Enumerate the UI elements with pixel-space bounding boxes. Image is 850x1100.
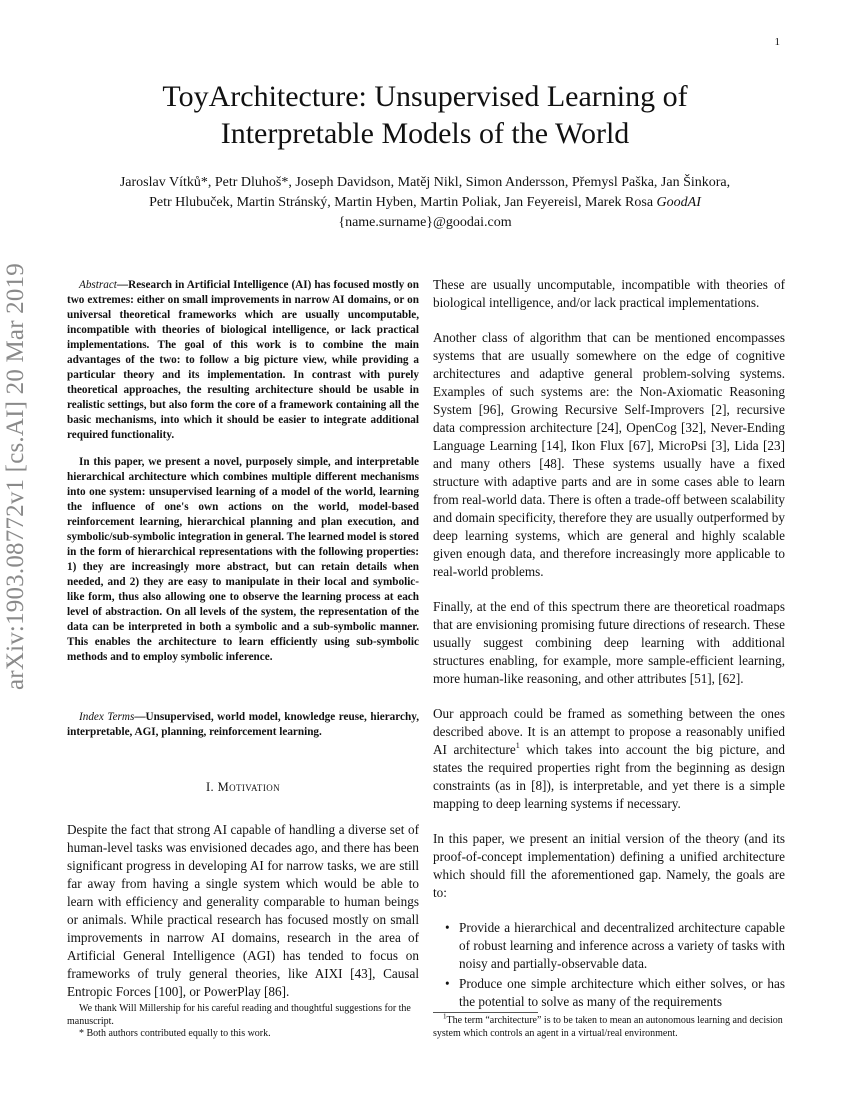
abstract-paragraph-2: In this paper, we present a novel, purposely simple, and interpretable hierarchical architecture which combines multiple different mechanisms into one system: unsupervised learning of a model of the world, learning the influence of one's own actions on the world, model-based reinforcement learning, hierarchical planning and plan execution, and symbolic/sub-symbolic integration in general. The learned model is stored in the form of hierarchical representations with the following properties: 1) they are increasingly more abstract, but can retain details when needed, and 2) they are easy to manipulate in their local and symbolic-like form, thus also allowing one to observe the learning process at each level of abstraction. On all levels of the system, the representation of the data can be interpreted in both a symbolic and a sub-symbolic manner. This enables the architecture to learn efficiently using sub-symbolic methods and to employ symbolic inference. bbox=[67, 456, 419, 663]
bullet-icon: • bbox=[445, 920, 450, 935]
abstract-text-1: —Research in Artificial Intelligence (AI) has focused mostly on two extremes: either on small improvements in narrow AI domains, or on universal theoretical frameworks which are usually uncomputable, incompatible with theories of biological intelligence, or lack practical implementations. The goal of this work is to combine the main advantages of the two: to follow a big picture view, while providing a particular theory and its implementation. In contrast with purely theoretical approaches, the resulting architecture should be usable in realistic settings, but also form the core of a framework containing all the basic mechanisms, into which it should be easier to integrate additional required functionality. bbox=[67, 279, 419, 441]
section-number: I. bbox=[205, 780, 215, 794]
footnote-equal-contribution bbox=[67, 1028, 419, 1041]
goal-text: Provide a hierarchical and decentralized architecture capable of robust learning and inference across a variety of tasks with noisy and partially-observable data. bbox=[459, 920, 785, 971]
goal-item bbox=[445, 975, 785, 1011]
index-terms-text: —Unsupervised, world model, knowledge reuse, hierarchy, interpretable, AGI, planning, reinforcement learning. bbox=[67, 711, 419, 738]
section-heading bbox=[67, 780, 419, 795]
author-email: {name.surname}@goodai.com bbox=[338, 215, 512, 230]
abstract-paragraph-1 bbox=[67, 278, 419, 443]
section-title: Motivation bbox=[217, 780, 281, 794]
arxiv-stamp: arXiv:1903.08772v1 [cs.AI] 20 Mar 2019 bbox=[2, 263, 29, 690]
authors-line-2-names: Petr Hlubuček, Martin Stránský, Martin Hyben, Martin Poliak, Jan Feyereisl, Marek Rosa bbox=[149, 195, 654, 210]
right-paragraph-3: Finally, at the end of this spectrum there are theoretical roadmaps that are envisioning promising future directions of research. These usually suggest combining deep learning with additional structures enabling, for example, more sample-efficient learning, more human-like reasoning, and other attributes [51], [62]. bbox=[433, 599, 785, 686]
footnote-marker-1: 1 bbox=[515, 741, 520, 750]
footnote-star-mark: * bbox=[79, 1028, 84, 1039]
page-number: 1 bbox=[774, 36, 780, 48]
footnote-divider bbox=[433, 1012, 538, 1013]
abstract bbox=[67, 278, 419, 677]
title-line-1: ToyArchitecture: Unsupervised Learning of bbox=[162, 80, 688, 113]
goal-text: Produce one simple architecture which either solves, or has the potential to solve as many of the requirements bbox=[459, 976, 785, 1009]
left-column-body bbox=[67, 821, 419, 1018]
abstract-label: Abstract bbox=[79, 279, 117, 291]
paper-title bbox=[60, 78, 790, 152]
authors-line-2 bbox=[60, 193, 790, 213]
title-line-2: Interpretable Models of the World bbox=[220, 117, 630, 150]
bullet-icon: • bbox=[445, 976, 450, 991]
footnote-thanks: We thank Will Millership for his careful reading and thoughtful suggestions for the manuscript. bbox=[67, 1003, 411, 1027]
author-block bbox=[60, 173, 790, 233]
footnote-1 bbox=[433, 1012, 785, 1040]
goal-item bbox=[445, 919, 785, 973]
motivation-paragraph-1: Despite the fact that strong AI capable of handling a diverse set of human-level tasks was envisioned decades ago, and there has been significant progress in developing AI for narrow tasks, we are still far away from having a single system which would be able to learn with efficiency and generality comparable to human beings or animals. While practical research has focused mostly on small improvements in narrow AI domains, research in the area of Artificial General Intelligence (AGI) has tended to focus on frameworks of truly general theories, like AIXI [43], Causal Entropic Forces [100], or PowerPlay [86]. bbox=[67, 822, 419, 999]
index-terms bbox=[67, 710, 419, 740]
right-paragraph-4 bbox=[433, 705, 785, 813]
footnote-1-text: The term “architecture” is to be taken to mean an autonomous learning and decision system which controls an agent in a virtual/real environment. bbox=[433, 1015, 783, 1039]
right-column-body bbox=[433, 276, 785, 1013]
right-paragraph-5: In this paper, we present an initial version of the theory (and its proof-of-concept implementation) defining a unified architecture which should fill the aforementioned gap. Namely, the goals are to: bbox=[433, 831, 785, 900]
footnote-star-text: Both authors contributed equally to this work. bbox=[84, 1028, 271, 1039]
index-terms-label: Index Terms bbox=[79, 711, 135, 723]
goals-list bbox=[433, 919, 785, 1011]
right-paragraph-4-b: which takes into account the big picture, and states the required properties right from the beginning as design constraints (as in [8]), is interpretable, and yet there is a simple mapping to deep learning systems if necessary. bbox=[433, 742, 785, 811]
right-footnotes bbox=[433, 1012, 785, 1040]
right-paragraph-4-a: Our approach could be framed as something between the ones described above. It is an attempt to propose a reasonably unified AI architecture bbox=[433, 706, 785, 757]
left-footnotes bbox=[67, 1003, 419, 1041]
right-paragraph-1: These are usually uncomputable, incompatible with theories of biological intelligence, and/or lack practical implementations. bbox=[433, 277, 785, 310]
affiliation: GoodAI bbox=[656, 195, 701, 210]
authors-line-1: Jaroslav Vítků*, Petr Dluhoš*, Joseph Davidson, Matěj Nikl, Simon Andersson, Přemysl Paška, Jan Šinkora, bbox=[119, 175, 731, 190]
right-paragraph-2: Another class of algorithm that can be mentioned encompasses systems that are usually somewhere on the edge of cognitive architectures and adaptive general problem-solving systems. Examples of such systems are: the Non-Axiomatic Reasoning System [96], Growing Recursive Self-Improvers [2], recursive data compression architecture [24], OpenCog [32], Never-Ending Language Learning [14], Ikon Flux [67], MicroPsi [3], Lida [23] and many others [48]. These systems usually have a fixed structure with adaptive parts and are in some cases able to learn from real-world data. There is often a trade-off between scalability and domain specificity, therefore they are usually outperformed by deep learning systems, which are general and highly scalable given enough data, and therefore increasingly more applicable to real-world problems. bbox=[433, 330, 785, 579]
footnote-1-mark: 1 bbox=[443, 1012, 447, 1021]
